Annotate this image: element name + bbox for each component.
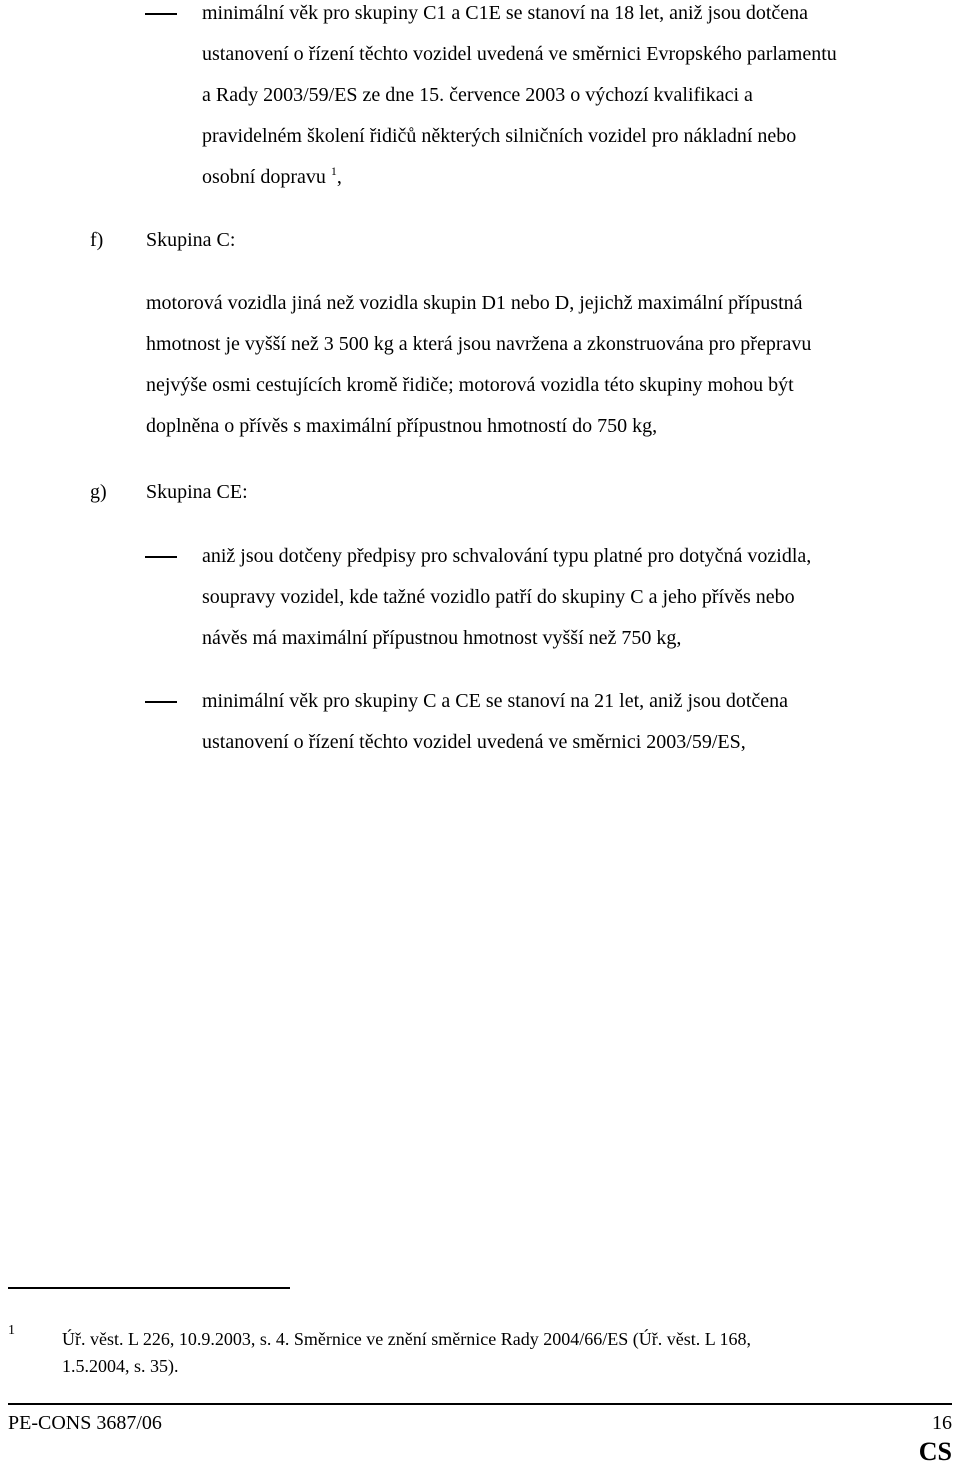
list-item-age-c1 xyxy=(202,0,837,198)
list-dash xyxy=(145,13,177,15)
footnote-reference[interactable]: 1 xyxy=(330,164,337,178)
text-line: ustanovení o řízení těchto vozidel uvedená ve směrnici 2003/59/ES, xyxy=(202,731,746,753)
section-letter-f: f) xyxy=(90,229,104,251)
text-line: návěs má maximální přípustnou hmotnost vyšší než 750 kg, xyxy=(202,627,682,649)
text-line: minimální věk pro skupiny C a CE se stanoví na 21 let, aniž jsou dotčena xyxy=(202,690,789,712)
text-line: minimální věk pro skupiny C1 a C1E se stanoví na 18 let, aniž jsou dotčena xyxy=(202,2,809,24)
section-heading-g: Skupina CE: xyxy=(146,481,248,503)
text-line xyxy=(202,157,837,198)
text-line: ustanovení o řízení těchto vozidel uvedená ve směrnici Evropského parlamentu xyxy=(202,43,837,65)
text-line: doplněna o přívěs s maximální přípustnou hmotností do 750 kg, xyxy=(146,415,658,437)
text-fragment: , xyxy=(336,166,342,188)
language-code: CS xyxy=(918,1437,952,1466)
list-dash xyxy=(145,556,177,558)
section-f-body xyxy=(146,283,811,447)
list-item-type-approval xyxy=(202,536,811,659)
page-number: 16 xyxy=(932,1412,952,1434)
list-item-age-c-ce xyxy=(202,681,788,763)
text-line: aniž jsou dotčeny předpisy pro schvalování typu platné pro dotyčná vozidla, xyxy=(202,545,812,567)
document-code: PE-CONS 3687/06 xyxy=(8,1412,162,1434)
footer-rule xyxy=(8,1403,952,1405)
footnote-number: 1 xyxy=(8,1323,15,1338)
text-line: Úř. věst. L 226, 10.9.2003, s. 4. Směrnice ve znění směrnice Rady 2004/66/ES (Úř. věst. L 168, xyxy=(62,1329,752,1349)
text-line: soupravy vozidel, kde tažné vozidlo patří do skupiny C a jeho přívěs nebo xyxy=(202,586,795,608)
text-line: pravidelném školení řidičů některých silničních vozidel pro nákladní nebo xyxy=(202,125,797,147)
text-line: motorová vozidla jiná než vozidla skupin D1 nebo D, jejichž maximální přípustná xyxy=(146,292,803,314)
footnote-separator xyxy=(8,1287,290,1289)
text-fragment: osobní dopravu xyxy=(202,166,326,188)
section-heading-f: Skupina C: xyxy=(146,229,236,251)
section-letter-g: g) xyxy=(90,481,107,503)
footnote-text xyxy=(62,1326,751,1380)
text-line: nejvýše osmi cestujících kromě řidiče; motorová vozidla této skupiny mohou být xyxy=(146,374,794,396)
text-line: 1.5.2004, s. 35). xyxy=(62,1356,179,1376)
text-line: hmotnost je vyšší než 3 500 kg a která jsou navržena a zkonstruována pro přepravu xyxy=(146,333,812,355)
text-line: a Rady 2003/59/ES ze dne 15. července 2003 o výchozí kvalifikaci a xyxy=(202,84,753,106)
list-dash xyxy=(145,701,177,703)
